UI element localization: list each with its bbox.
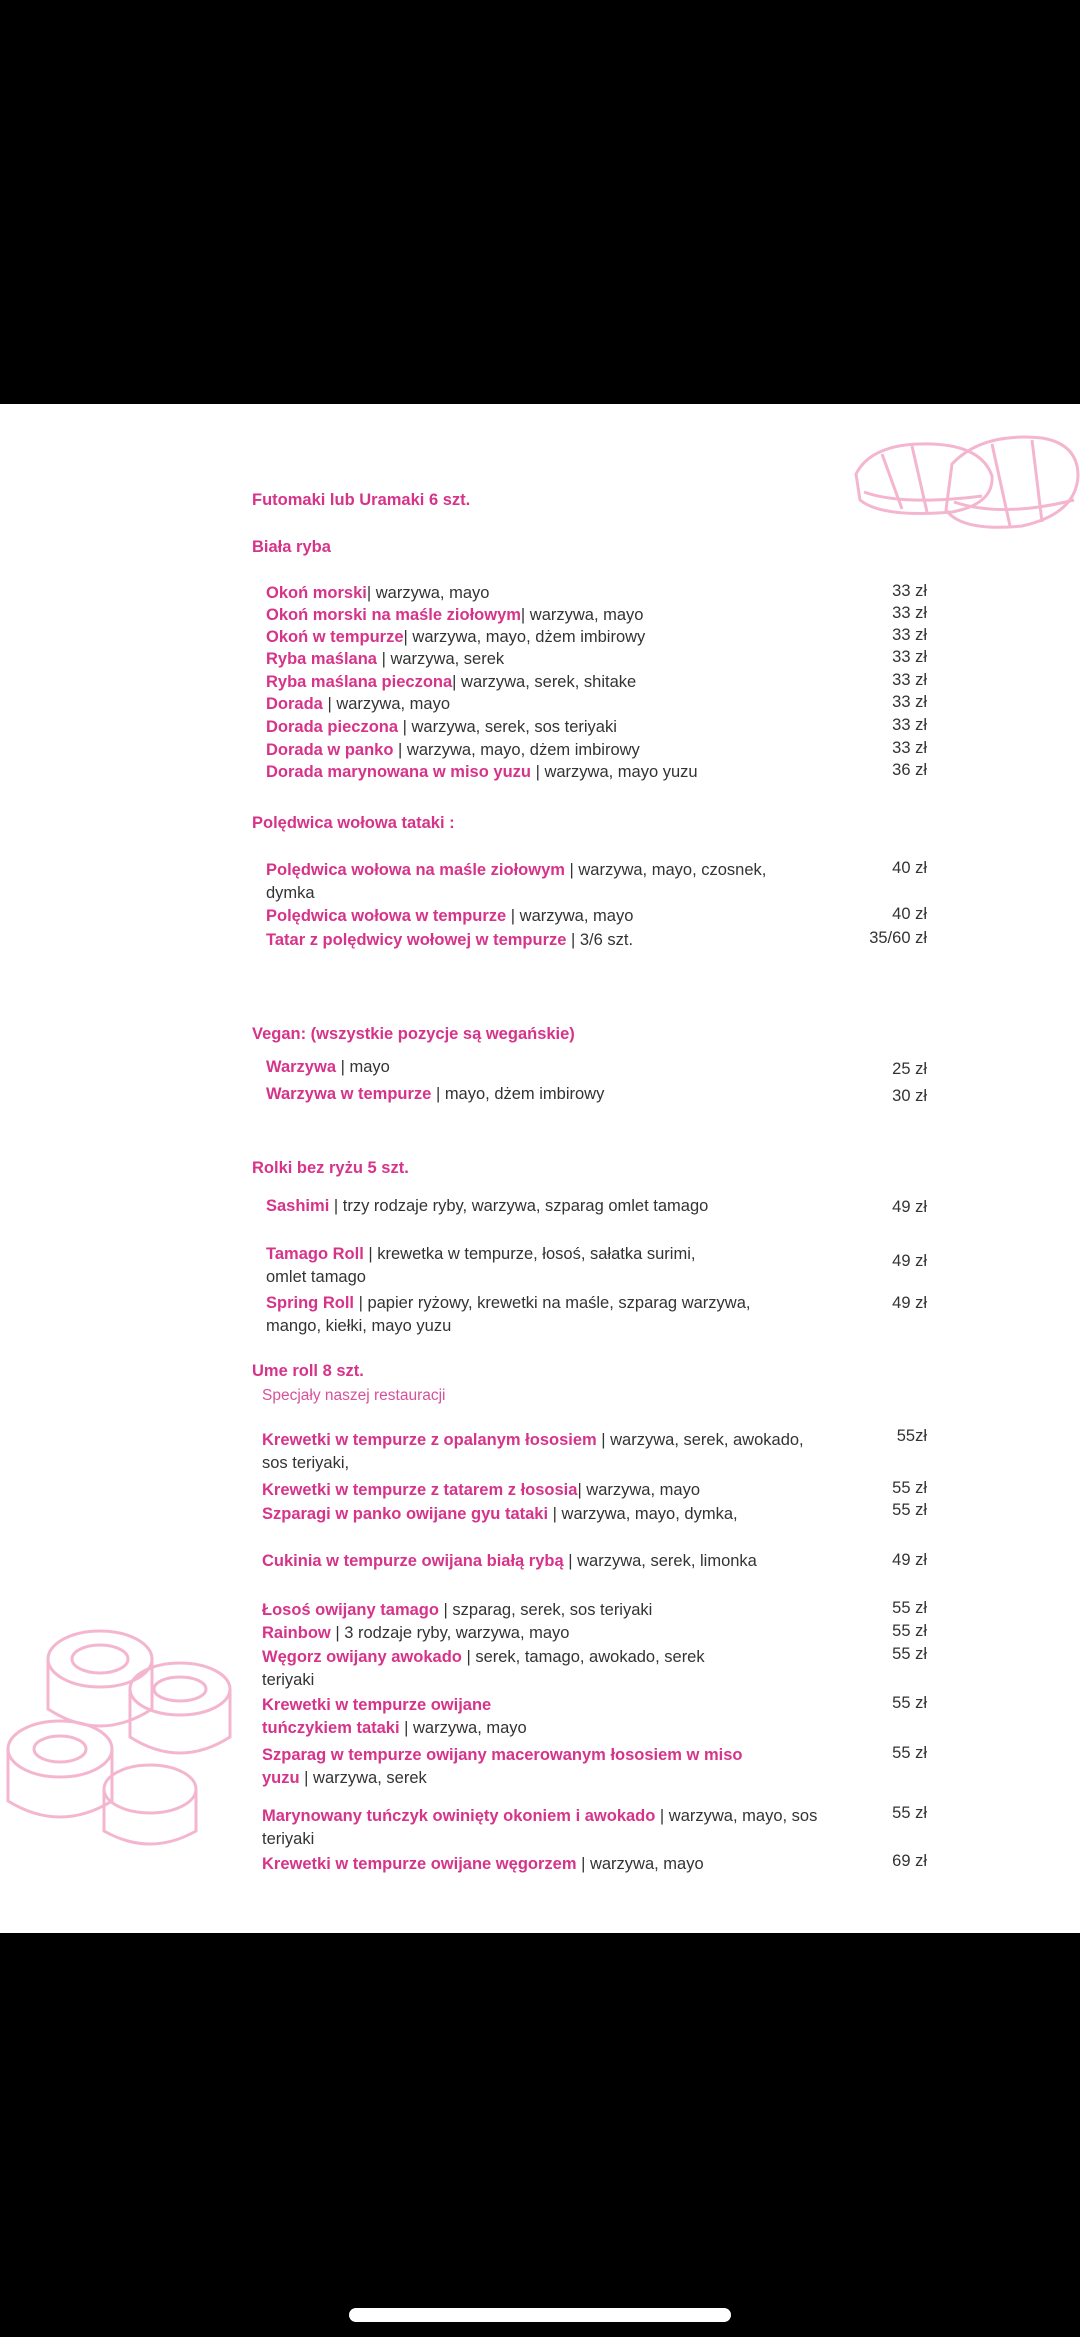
- item-desc: | warzywa, mayo: [399, 1719, 527, 1737]
- menu-item: [262, 1622, 782, 1645]
- item-name: Dorada w panko: [266, 741, 394, 759]
- item-desc: | mayo: [336, 1058, 390, 1076]
- item-price: 33 zł: [892, 626, 927, 644]
- item-price: 49 zł: [892, 1198, 927, 1216]
- menu-item: [266, 582, 786, 605]
- menu-item: [266, 1056, 786, 1079]
- menu-item: [266, 671, 786, 694]
- home-indicator[interactable]: [349, 2308, 731, 2322]
- item-price: 55 zł: [892, 1804, 927, 1822]
- menu-item: [262, 1805, 822, 1851]
- item-name: Marynowany tuńczyk owinięty okoniem i awokado: [262, 1807, 656, 1825]
- item-price: 33 zł: [892, 648, 927, 666]
- item-name: Okoń morski: [266, 584, 367, 602]
- item-price: 36 zł: [892, 761, 927, 779]
- menu-item: [266, 929, 786, 952]
- item-desc: | warzywa, serek, shitake: [452, 673, 637, 691]
- menu-item: [262, 1599, 782, 1622]
- item-name: Sashimi: [266, 1197, 330, 1215]
- item-desc: | warzywa, mayo: [576, 1855, 704, 1873]
- item-price: 49 zł: [892, 1252, 927, 1270]
- item-price: 33 zł: [892, 716, 927, 734]
- item-price: 55 zł: [892, 1479, 927, 1497]
- item-desc: | warzywa, serek: [376, 650, 505, 668]
- item-name: Okoń w tempurze: [266, 628, 404, 646]
- item-name: Dorada: [266, 695, 323, 713]
- item-price: 33 zł: [892, 693, 927, 711]
- section-title-ume: Ume roll 8 szt.: [252, 1362, 364, 1380]
- item-desc: | warzywa, mayo, dymka,: [548, 1505, 738, 1523]
- item-name: Okoń morski na maśle ziołowym: [266, 606, 521, 624]
- item-desc: | warzywa, mayo: [366, 584, 490, 602]
- item-desc: | 3 rodzaje ryby, warzywa, mayo: [330, 1624, 570, 1642]
- menu-item: [262, 1694, 562, 1740]
- sushi-rolls-icon: [0, 1619, 240, 1859]
- menu-item: [266, 1292, 756, 1338]
- item-desc: | warzywa, mayo, sos teriyaki: [262, 1807, 818, 1848]
- item-name: Krewetki w tempurze z opalanym łososiem: [262, 1431, 597, 1449]
- item-desc: | warzywa, mayo: [520, 606, 644, 624]
- menu-item: [266, 604, 786, 627]
- menu-item: [262, 1479, 822, 1502]
- item-name: Polędwica wołowa na maśle ziołowym: [266, 861, 565, 879]
- item-price: 55 zł: [892, 1645, 927, 1663]
- menu-item: [262, 1646, 732, 1692]
- menu-item: [262, 1429, 817, 1475]
- item-name: Cukinia w tempurze owijana białą rybą: [262, 1552, 564, 1570]
- menu-item: [266, 626, 786, 649]
- item-price: 55 zł: [892, 1744, 927, 1762]
- menu-item: [266, 1195, 716, 1218]
- item-price: 33 zł: [892, 582, 927, 600]
- item-name: Warzywa: [266, 1058, 336, 1076]
- item-name: Dorada marynowana w miso yuzu: [266, 763, 531, 781]
- section-title-futomaki: Futomaki lub Uramaki 6 szt.: [252, 491, 471, 509]
- menu-photo: [0, 404, 1080, 1933]
- menu-item: [262, 1853, 782, 1876]
- item-name: Warzywa w tempurze: [266, 1085, 432, 1103]
- menu-item: [262, 1503, 782, 1526]
- item-price: 49 zł: [892, 1551, 927, 1569]
- menu-item: [266, 859, 776, 905]
- item-price: 30 zł: [892, 1087, 927, 1105]
- section-subtitle-ume: Specjały naszej restauracji: [262, 1387, 446, 1404]
- section-title-vegan: Vegan: (wszystkie pozycje są wegańskie): [252, 1025, 575, 1043]
- item-name: Szparagi w panko owijane gyu tataki: [262, 1505, 549, 1523]
- item-name: Polędwica wołowa w tempurze: [266, 907, 507, 925]
- item-desc: | warzywa, mayo, dżem imbirowy: [403, 628, 646, 646]
- item-name: Krewetki w tempurze owijane tuńczykiem tataki: [262, 1696, 492, 1737]
- sushi-nigiri-icon: [842, 414, 1080, 554]
- menu-item: [266, 716, 786, 739]
- item-desc: | warzywa, mayo, czosnek, dymka: [266, 861, 767, 902]
- item-desc: | warzywa, mayo yuzu: [530, 763, 698, 781]
- section-title-poledwica: Polędwica wołowa tataki :: [252, 814, 455, 832]
- menu-item: [266, 1243, 696, 1289]
- item-name: Tatar z polędwicy wołowej w tempurze: [266, 931, 567, 949]
- item-price: 69 zł: [892, 1852, 927, 1870]
- item-price: 55 zł: [892, 1694, 927, 1712]
- item-price: 40 zł: [892, 859, 927, 877]
- item-price: 49 zł: [892, 1294, 927, 1312]
- item-desc: | warzywa, mayo, dżem imbirowy: [393, 741, 640, 759]
- item-desc: | warzywa, serek, sos teriyaki: [398, 718, 617, 736]
- item-price: 55 zł: [892, 1501, 927, 1519]
- menu-item: [266, 693, 786, 716]
- item-price: 55zł: [896, 1427, 927, 1445]
- item-price: 40 zł: [892, 905, 927, 923]
- item-desc: | papier ryżowy, krewetki na maśle, szparag warzywa, mango, kiełki, mayo yuzu: [266, 1294, 751, 1335]
- menu-item: [266, 1083, 786, 1106]
- item-name: Dorada pieczona: [266, 718, 399, 736]
- item-desc: | warzywa, mayo: [506, 907, 634, 925]
- item-desc: | 3/6 szt.: [566, 931, 634, 949]
- item-name: Łosoś owijany tamago: [262, 1601, 439, 1619]
- item-desc: | warzywa, mayo: [322, 695, 451, 713]
- item-price: 55 zł: [892, 1599, 927, 1617]
- menu-item: [266, 761, 786, 784]
- item-name: Ryba maślana: [266, 650, 377, 668]
- section-title-biala-ryba: Biała ryba: [252, 538, 331, 556]
- menu-item: [266, 739, 786, 762]
- menu-item: [266, 905, 786, 928]
- item-name: Krewetki w tempurze owijane węgorzem: [262, 1855, 577, 1873]
- item-desc: | warzywa, mayo: [577, 1481, 701, 1499]
- item-name: Węgorz owijany awokado: [262, 1648, 462, 1666]
- item-price: 33 zł: [892, 739, 927, 757]
- menu-item: [266, 648, 786, 671]
- menu-item: [262, 1550, 802, 1573]
- item-desc: | trzy rodzaje ryby, warzywa, szparag omlet tamago: [329, 1197, 709, 1215]
- item-price: 55 zł: [892, 1622, 927, 1640]
- item-price: 33 zł: [892, 671, 927, 689]
- item-name: Tamago Roll: [266, 1245, 364, 1263]
- item-name: Rainbow: [262, 1624, 331, 1642]
- item-name: Ryba maślana pieczona: [266, 673, 453, 691]
- item-desc: | szparag, serek, sos teriyaki: [438, 1601, 653, 1619]
- item-name: Krewetki w tempurze z tatarem z łososia: [262, 1481, 578, 1499]
- menu-item: [262, 1744, 762, 1790]
- item-price: 25 zł: [892, 1060, 927, 1078]
- item-desc: | krewetka w tempurze, łosoś, sałatka surimi, omlet tamago: [266, 1245, 696, 1286]
- section-title-rolki: Rolki bez ryżu 5 szt.: [252, 1159, 409, 1177]
- item-desc: | warzywa, serek: [299, 1769, 427, 1787]
- item-desc: | warzywa, serek, awokado, sos teriyaki,: [262, 1431, 804, 1472]
- item-price: 35/60 zł: [869, 929, 927, 947]
- item-desc: | warzywa, serek, limonka: [563, 1552, 757, 1570]
- item-name: Spring Roll: [266, 1294, 354, 1312]
- item-name: Szparag w tempurze owijany macerowanym łososiem w miso yuzu: [262, 1746, 743, 1787]
- item-desc: | serek, tamago, awokado, serek teriyaki: [262, 1648, 705, 1689]
- item-price: 33 zł: [892, 604, 927, 622]
- item-desc: | mayo, dżem imbirowy: [431, 1085, 605, 1103]
